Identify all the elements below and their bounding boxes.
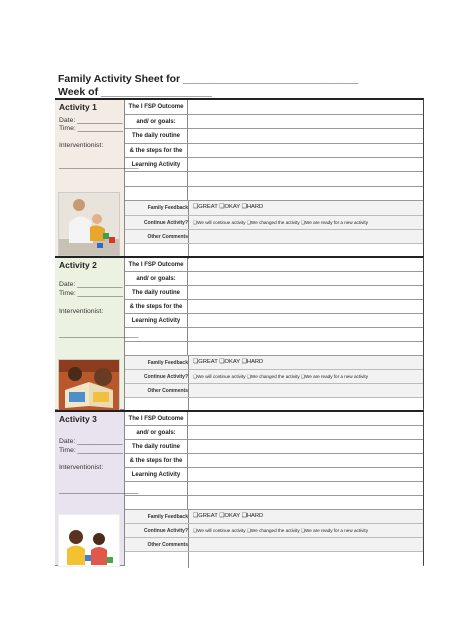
grid-row — [125, 440, 423, 454]
learning-activity-label: Learning Activity — [131, 472, 181, 478]
grid-row — [125, 496, 423, 510]
grid-row — [125, 468, 423, 482]
learning-activity-label: Learning Activity — [131, 318, 181, 324]
continue-activity-row — [125, 524, 423, 538]
time-field: Time: ____________ — [59, 290, 123, 297]
date-field: Date: ____________ — [59, 117, 123, 124]
date-field: Date: ____________ — [59, 438, 123, 445]
activity-2-section — [55, 256, 424, 410]
activity-2-photo — [58, 359, 120, 411]
interventionist-label: Interventionist: — [59, 308, 104, 315]
activity-1-title: Activity 1 — [59, 102, 97, 112]
activity-3-photo — [58, 514, 120, 567]
grid-row — [125, 272, 423, 286]
date-field: Date: ____________ — [59, 281, 123, 288]
interventionist-line: _____________________ — [59, 331, 139, 338]
time-field: Time: ____________ — [59, 447, 123, 454]
week-line: Week of ___________________ — [58, 86, 212, 98]
activity-1-section — [55, 98, 424, 257]
goals-label: and/ or goals: — [136, 430, 176, 436]
grid-row — [125, 426, 423, 440]
learning-activity-label: Learning Activity — [131, 162, 181, 168]
other-comments-row — [125, 230, 423, 244]
grid-row — [125, 187, 423, 201]
family-feedback-options[interactable]: ❑GREAT ❑OKAY ❑HARD — [193, 513, 264, 519]
ifsp-outcome-label: The I FSP Outcome — [128, 416, 184, 422]
daily-routine-label: The daily routine — [131, 290, 180, 296]
steps-label: & the steps for the — [129, 458, 183, 464]
ifsp-outcome-label: The I FSP Outcome — [128, 104, 184, 110]
grid-row — [125, 158, 423, 172]
grid-row — [125, 412, 423, 426]
family-feedback-label: Family Feedback — [147, 205, 188, 211]
family-feedback-label: Family Feedback — [147, 360, 188, 366]
activity-2-info-panel — [55, 258, 139, 409]
grid-row — [125, 300, 423, 314]
comments-blank-row[interactable] — [125, 552, 423, 568]
grid-row — [125, 144, 423, 158]
ifsp-outcome-label: The I FSP Outcome — [128, 262, 184, 268]
grid-row — [125, 314, 423, 328]
other-comments-label: Other Comments — [147, 542, 188, 548]
sheet-title: Family Activity Sheet for ______________________________ — [58, 73, 359, 85]
daily-routine-label: The daily routine — [131, 444, 180, 450]
continue-activity-options[interactable]: ❑We will continue activity ❑We changed the activity ❑We are ready for a new activity — [193, 220, 368, 225]
family-feedback-row — [125, 356, 423, 370]
continue-activity-options[interactable]: ❑We will continue activity ❑We changed the activity ❑We are ready for a new activity — [193, 374, 368, 379]
grid-row — [125, 342, 423, 356]
activity-2-title: Activity 2 — [59, 260, 97, 270]
time-field: Time: ____________ — [59, 125, 123, 132]
activity-1-photo — [58, 192, 120, 256]
other-comments-row — [125, 538, 423, 552]
grid-row — [125, 328, 423, 342]
continue-activity-label: Continue Activity? — [144, 374, 188, 380]
grid-row — [125, 100, 423, 115]
continue-activity-row — [125, 216, 423, 230]
continue-activity-label: Continue Activity? — [144, 220, 188, 226]
activity-1-info-panel — [55, 100, 139, 256]
other-comments-label: Other Comments — [147, 234, 188, 240]
grid-row — [125, 258, 423, 272]
family-feedback-row — [125, 510, 423, 524]
family-feedback-label: Family Feedback — [147, 514, 188, 520]
grid-row — [125, 482, 423, 496]
goals-label: and/ or goals: — [136, 276, 176, 282]
interventionist-label: Interventionist: — [59, 142, 104, 149]
other-comments-label: Other Comments — [147, 388, 188, 394]
continue-activity-options[interactable]: ❑We will continue activity ❑We changed the activity ❑We are ready for a new activity — [193, 528, 368, 533]
grid-row — [125, 454, 423, 468]
grid-row — [125, 129, 423, 144]
grid-row — [125, 115, 423, 129]
daily-routine-label: The daily routine — [131, 133, 180, 139]
activity-3-title: Activity 3 — [59, 414, 97, 424]
other-comments-row — [125, 384, 423, 398]
steps-label: & the steps for the — [129, 304, 183, 310]
interventionist-label: Interventionist: — [59, 464, 104, 471]
grid-row — [125, 172, 423, 187]
interventionist-line: _____________________ — [59, 487, 139, 494]
continue-activity-row — [125, 370, 423, 384]
goals-label: and/ or goals: — [136, 119, 176, 125]
interventionist-line: _____________________ — [59, 162, 139, 169]
activity-3-section — [55, 410, 424, 566]
continue-activity-label: Continue Activity? — [144, 528, 188, 534]
activity-3-info-panel — [55, 412, 139, 565]
family-feedback-options[interactable]: ❑GREAT ❑OKAY ❑HARD — [193, 359, 264, 365]
steps-label: & the steps for the — [129, 148, 183, 154]
grid-row — [125, 286, 423, 300]
family-feedback-options[interactable]: ❑GREAT ❑OKAY ❑HARD — [193, 204, 264, 210]
family-feedback-row — [125, 201, 423, 216]
